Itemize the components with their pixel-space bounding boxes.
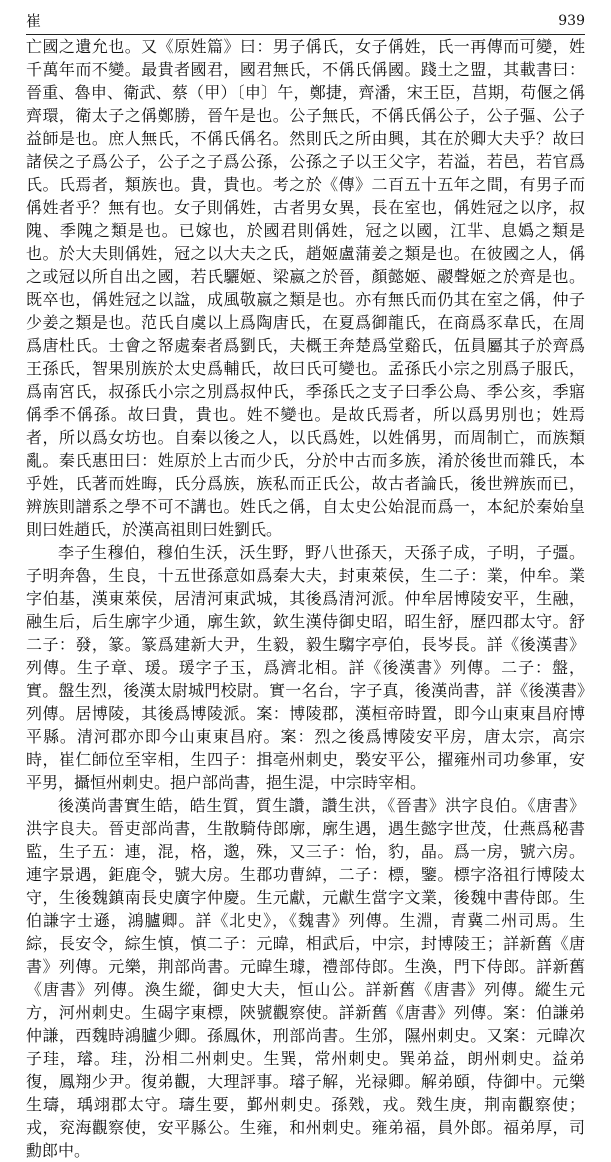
running-head-surname: 崔 [26, 12, 42, 30]
paragraph-2: 李子生穆伯，穆伯生沃，沃生野，野八世孫天，天孫子成，子明，子彊。子明奔魯，生良，十五世孫意如爲秦大夫，封東萊侯，生二子：業，仲牟。業字伯基，漢東萊侯，居清河東武城，其後爲清河派。仲牟居博陵安平，生融，融生后，后生廓字少通，廓生欽，欽生漢侍御史昭，昭生舒，歷四郡太守。舒二子：發，篆。篆爲建新大尹，生毅，毅生騶字亭伯，長岑長。詳《後漢書》列傳。生子章、瑗。瑗字子玉，爲濟北相。詳《後漢書》列傳。二子：盤，實。盤生烈，後漢太尉城門校尉。實一名台，字子真，後漢尚書，詳《後漢書》列傳。居博陵，其後爲博陵派。案：博陵郡，漢桓帝時置，即今山東東昌府博平縣。清河郡亦即今山東東昌府。案：烈之後爲博陵安平房，唐太宗，高宗時，崔仁師位至宰相，生四子：揖亳州刺史，褧安平公，擢雍州司功參軍，安平男，攝恒州刺史。挹户部尚書，挹生湜，中宗時宰相。 [26, 543, 585, 792]
page-body [26, 35, 585, 1160]
page-number: 939 [558, 13, 585, 29]
paragraph-3: 後漢尚書實生皓，皓生質，質生讚，讚生洪，《晉書》洪字良伯。《唐書》洪字良夫。晉吏部尚書，生散騎侍郎廓，廓生遇，遇生懿字世茂，仕燕爲秘書監，生子五：連，混，格，邈，殊，又三子：怡，豹，晶。爲一房，號六房。連字景遇，鉅鹿令，號大房。生郡功曹綽，二子：標，鑒。標字洛祖行博陵太守，生後魏鎮南長史廣字仲慶。生元獻，元獻生當字文業，後魏中書侍郎。生伯謙字士遜，鴻臚卿。詳《北史》，《魏書》列傳。生淵，青冀二州司馬。生綜，長安令，綜生慎，慎二子：元暐，相武后，中宗，封博陵王；詳新舊《唐書》列傳。元樂，荆部尚書。元暐生璩，禮部侍郎。生渙，門下侍郎。詳新舊《唐書》列傳。渙生縱，御史大夫，恒山公。詳新舊《唐書》列傳。縱生元方，河州刺史。生碣字東標，陝號觀察使。詳新舊《唐書》列傳。案：伯謙弟仲謙，西魏時鴻臚少卿。孫鳳休，刑部尚書。生邠，隰州刺史。又案：元暐次子珪，璿。珪，汾相二州刺史。生巽，常州刺史。巽弟益，朗州刺史。益弟復，鳳翔少尹。復弟觀，大理評事。璿子解，光禄卿。解弟頤，侍御中。元樂生璹，瑀翊郡太守。璹生要，鄞州刺史。孫戣，戎。戣生庚，荆南觀察使；戎，兖海觀察使，安平縣公。生雍，和州刺史。雍弟福，員外郎。福弟厚，司勳郎中。 [26, 796, 585, 1160]
paragraph-1: 亡國之遺允也。又《原姓篇》曰：男子偁氏，女子偁姓，氏一再傳而可變，姓千萬年而不變。最貴者國君，國君無氏，不偁氏偁國。踐土之盟，其載書曰：晉重、魯申、衛武、蔡（甲）〔申〕午，鄭捷，齊潘，宋王臣，莒期，苟偃之偁齊環，衛太子之偁鄭勝，晉午是也。公子無氏，不偁氏偁公子，公子彄、公子益師是也。庶人無氏，不偁氏偁名。然則氏之所由興，其在於卿大夫乎？故曰諸侯之子爲公子，公子之子爲公孫，公孫之子以王父字，若溢，若邑，若官爲氏。氏焉者，類族也。貴，貴也。考之於《傳》二百五十五年之間，有男子而偁姓者乎？無有也。女子則偁姓，古者男女異，長在室也，偁姓冠之以序，叔隗、季隗之類是也。已嫁也，於國君則偁姓，冠之以國，江羋、息嬀之類是也。於大夫則偁姓，冠之以大夫之氏，趙姬盧蒲姜之類是也。在彼國之人，偁之或冠以所自出之國，若氏驪姬、梁嬴之於晉，顏懿姬、鬷聲姬之於齊是也。既卒也，偁姓冠之以諡，成風敬嬴之類是也。亦有無氏而仍其在室之偁，仲子少姜之類是也。范氏自虞以上爲陶唐氏，在夏爲御龍氏，在商爲豕韋氏，在周爲唐杜氏。士會之帑處秦者爲劉氏，夫概王奔楚爲堂谿氏，伍員屬其子於齊爲王孫氏，智果別族於太史爲輔氏，故曰氏可變也。孟孫氏小宗之別爲子服氏，爲南宮氏，叔孫氏小宗之別爲叔仲氏，季孫氏之支子曰季公鳥、季公亥，季寤偁季不偁孫。故曰貴，貴也。姓不變也。是故氏焉者，所以爲男別也；姓焉者，所以爲女坊也。自秦以後之人，以氏爲姓，以姓偁男，而周制亡，而族類亂。秦氏惠田曰：姓原於上古而少氏，分於中古而多族，淆於後世而雜氏，本乎姓，氏著而姓晦，氏分爲族，族私而正氏公，故古者論氏，後世辨族而已，辨族則譜系之學不可不講也。姓氏之偁，自太史公始混而爲一，本紀於秦始皇則曰姓趙氏，於漢高祖則曰姓劉氏。 [26, 37, 585, 539]
page-header [26, 10, 585, 35]
